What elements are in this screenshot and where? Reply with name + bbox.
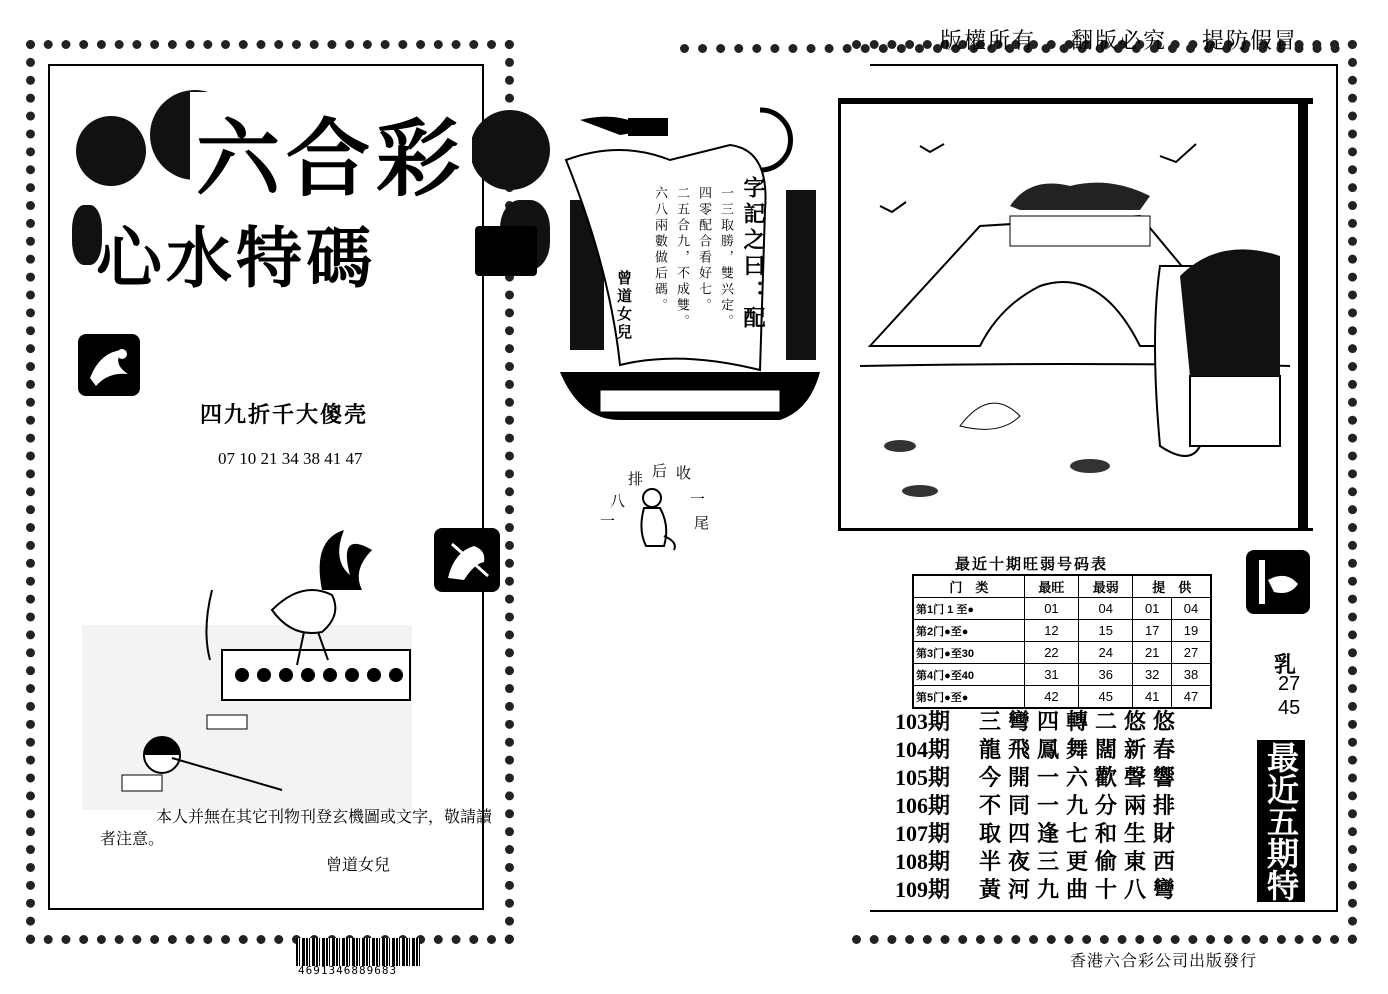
poem-row [895, 876, 1182, 904]
row-hot: 12 [1024, 620, 1078, 642]
publisher: 香港六合彩公司出版發行 [1070, 951, 1258, 970]
row-offer-2: 38 [1171, 664, 1211, 686]
rooster-illustration [82, 520, 412, 810]
monkey-icon [630, 486, 680, 552]
copyright-1: 版權所有 [940, 29, 1037, 54]
poem-text: 今開一六歡聲響 [979, 765, 1183, 791]
poem-text: 取四逢七和生財 [979, 821, 1183, 847]
poem-text: 不同一九分兩排 [979, 793, 1183, 819]
table-row [913, 598, 1211, 620]
row-offer-2: 27 [1171, 642, 1211, 664]
poem-text: 黃河九曲十八彎 [979, 877, 1183, 903]
tail-hint-hou: 后 [652, 462, 668, 480]
poem-list [895, 708, 1182, 904]
row-label: 第5门●至● [913, 686, 1024, 709]
disclaimer-text: 本人并無在其它刊物刊登玄機圖或文字，敬請讀者注意。 [100, 807, 493, 848]
table-row [913, 664, 1211, 686]
copyright-notice [940, 24, 1324, 55]
page-subtitle: 心水特碼 [96, 220, 376, 297]
tail-hint-wei: 尾 [694, 514, 710, 532]
hand-sign-icon [1246, 550, 1310, 614]
row-cold: 04 [1079, 598, 1133, 620]
sail-title: 字記之曰：配 [740, 176, 766, 332]
bridge-illustration [860, 116, 1290, 506]
row-offer-2: 04 [1171, 598, 1211, 620]
hot-cold-table [912, 574, 1212, 709]
poem-text: 龍飛鳳舞闊新春 [979, 737, 1183, 763]
header-hot: 最旺 [1024, 575, 1078, 598]
row-hot: 01 [1024, 598, 1078, 620]
side-title: 最近五期特码诗 [1257, 740, 1305, 902]
row-label: 第3门●至30 [913, 642, 1024, 664]
poem-row [895, 708, 1182, 736]
monkey-emblem-icon [475, 226, 537, 276]
poem-row [895, 792, 1182, 820]
pick-numbers: 07 10 21 34 38 41 47 [218, 449, 363, 468]
pick-title: 四九折千大傻壳 [200, 402, 369, 428]
sail-line-1: 一三取勝，雙兴定。 [718, 186, 733, 330]
poem-text: 半夜三更偷東西 [979, 849, 1183, 875]
row-label: 第1门 1 至● [913, 598, 1024, 620]
copyright-3: 提防假冒 [1202, 29, 1299, 54]
header-cold: 最弱 [1079, 575, 1133, 598]
row-cold: 15 [1079, 620, 1133, 642]
row-offer-1: 32 [1133, 664, 1171, 686]
poem-row [895, 736, 1182, 764]
row-label: 第4门●至40 [913, 664, 1024, 686]
row-hot: 31 [1024, 664, 1078, 686]
bird-icon [78, 334, 140, 396]
sail-line-4: 六八兩數做后碼。 [652, 186, 667, 314]
poem-text: 三彎四轉二悠悠 [979, 709, 1183, 735]
flute-player-icon [434, 528, 500, 592]
sail-line-3: 二五合九，不成雙。 [674, 186, 689, 330]
row-offer-1: 21 [1133, 642, 1171, 664]
poem-row [895, 820, 1182, 848]
row-offer-2: 47 [1171, 686, 1211, 709]
page-title: 六合彩 [190, 92, 472, 213]
disclaimer-signature: 曾道女兒 [326, 855, 391, 874]
row-hot: 22 [1024, 642, 1078, 664]
poem-issue: 105期 [895, 765, 951, 790]
row-hot: 42 [1024, 686, 1078, 709]
table-header-row [913, 575, 1211, 598]
row-cold: 24 [1079, 642, 1133, 664]
sail-author: 曾道女兒 [615, 270, 633, 342]
poem-issue: 103期 [895, 709, 951, 734]
poem-issue: 107期 [895, 821, 951, 846]
table-row [913, 642, 1211, 664]
tail-hint-shou: 收 [676, 464, 692, 482]
poem-row [895, 764, 1182, 792]
bridge-frame-right [1298, 98, 1308, 528]
poem-row [895, 848, 1182, 876]
tail-hint-pai: 排 [628, 470, 644, 488]
header-offer: 提 供 [1133, 575, 1211, 598]
row-label: 第2门●至● [913, 620, 1024, 642]
side-number-1: 27 [1278, 673, 1301, 695]
poem-issue: 106期 [895, 793, 951, 818]
sail-line-2: 四零配合看好七。 [696, 186, 711, 314]
tail-hint-yi-left: 一 [600, 512, 616, 530]
row-cold: 45 [1079, 686, 1133, 709]
title-blob-3 [470, 110, 550, 190]
header-category: 门 类 [913, 575, 1024, 598]
barcode-number: 4691346889683 [298, 964, 398, 977]
title-blob-1 [76, 116, 146, 186]
table-row [913, 620, 1211, 642]
copyright-2: 翻版必究 [1071, 29, 1168, 54]
side-number-2: 45 [1278, 697, 1301, 719]
tail-hint-yi-right: 一 [690, 490, 706, 508]
poem-issue: 109期 [895, 877, 951, 902]
poem-issue: 108期 [895, 849, 951, 874]
side-code: 乳 [1274, 652, 1297, 678]
table-row [913, 686, 1211, 709]
row-offer-1: 17 [1133, 620, 1171, 642]
tail-hint-ba: 八 [610, 492, 626, 510]
row-offer-2: 19 [1171, 620, 1211, 642]
row-offer-1: 01 [1133, 598, 1171, 620]
poem-issue: 104期 [895, 737, 951, 762]
barcode [296, 938, 420, 966]
table-title: 最近十期旺弱号码表 [955, 555, 1109, 573]
row-offer-1: 41 [1133, 686, 1171, 709]
row-cold: 36 [1079, 664, 1133, 686]
